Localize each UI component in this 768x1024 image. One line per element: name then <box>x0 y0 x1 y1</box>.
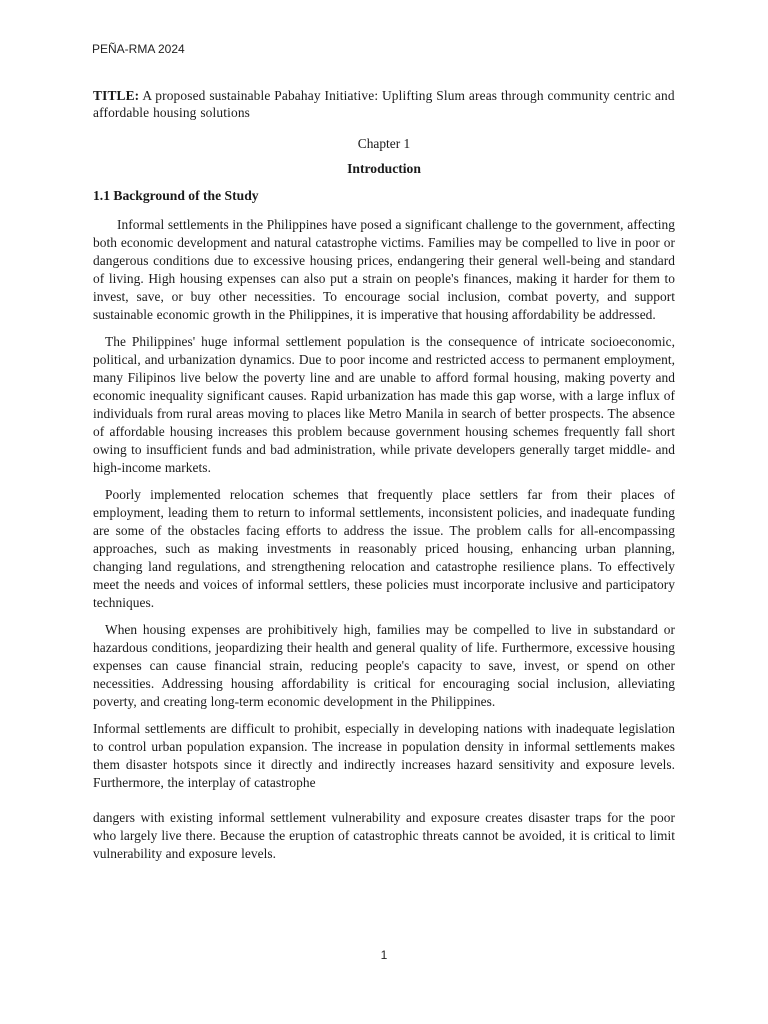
page-body <box>93 87 675 872</box>
body-paragraph: Informal settlements are difficult to prohibit, especially in developing nations with inadequate legislation to control urban population expansion. The increase in population density in informal settlements makes them disaster hotspots since it directly and indirectly increases hazard sensitivity and exposure levels. Furthermore, the interplay of catastrophe <box>93 721 675 790</box>
body-paragraph: Poorly implemented relocation schemes that frequently place settlers far from their places of employment, leading them to return to informal settlements, inconsistent policies, and inadequate funding are some of the obstacles facing efforts to address the issue. The problem calls for all-encompassing approaches, such as making investments in reasonably priced housing, enhancing urban planning, changing land regulations, and strengthening relocation and catastrophe resilience plans. To effectively meet the needs and voices of informal settlers, these policies must incorporate inclusive and participatory techniques. <box>93 487 675 610</box>
title-text: A proposed sustainable Pabahay Initiative: Uplifting Slum areas through community centric and affordable housing solutions <box>93 88 675 120</box>
body-paragraph: Informal settlements in the Philippines have posed a significant challenge to the government, affecting both economic development and natural catastrophe victims. Families may be compelled to live in poor or dangerous conditions due to excessive housing prices, endangering their general well-being and standard of living. High housing expenses can also put a strain on people's finances, making it harder for them to invest, save, or buy other necessities. To encourage social inclusion, combat poverty, and support sustainable economic growth in the Philippines, it is imperative that housing affordability be addressed. <box>93 217 675 322</box>
body-paragraph: The Philippines' huge informal settlement population is the consequence of intricate socioeconomic, political, and urbanization dynamics. Due to poor income and restricted access to permanent employment, many Filipinos live below the poverty line and are unable to afford formal housing, making poverty and economic inequality significant causes. Rapid urbanization has made this gap worse, with a large influx of individuals from rural areas moving to places like Metro Manila in search of better prospects. The absence of affordable housing increases this problem because government housing schemes frequently fall short owing to insufficient funds and bad administration, while private developers generally target middle- and high-income markets. <box>93 334 675 475</box>
section-heading: 1.1 Background of the Study <box>93 188 259 203</box>
document-title <box>93 87 675 121</box>
running-header: PEÑA-RMA 2024 <box>92 42 185 56</box>
body-paragraph: When housing expenses are prohibitively high, families may be compelled to live in substandard or hazardous conditions, jeopardizing their health and general quality of life. Furthermore, excessive housing expenses can cause financial strain, reducing people's capacity to save, invest, or spend on other necessities. Addressing housing affordability is critical for encouraging social inclusion, alleviating poverty, and creating long-term economic development in the Philippines. <box>93 622 675 709</box>
chapter-title: Introduction <box>347 161 421 176</box>
chapter-number: Chapter 1 <box>357 136 411 151</box>
page-number: 1 <box>380 948 388 962</box>
column-break-gap <box>93 801 675 809</box>
body-paragraph: dangers with existing informal settlement vulnerability and exposure creates disaster traps for the poor who largely live there. Because the eruption of catastrophic threats cannot be avoided, it is critical to limit vulnerability and exposure levels. <box>93 810 675 861</box>
title-label: TITLE: <box>93 88 140 103</box>
